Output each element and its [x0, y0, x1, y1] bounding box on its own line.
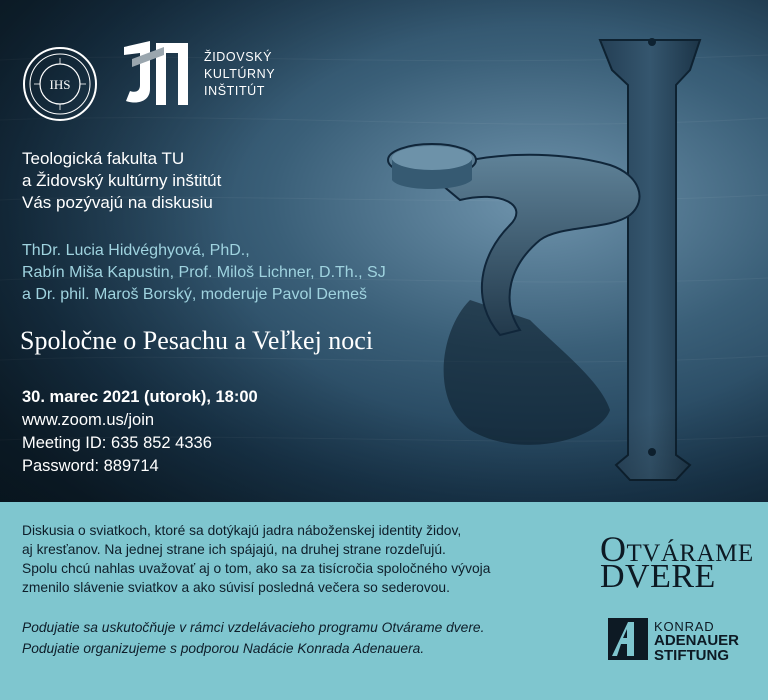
meeting-password: Password: 889714	[22, 457, 159, 475]
description-line: zmenilo slávenie sviatkov a ako súvisí posledná večera so sederovou.	[22, 580, 450, 595]
seal-center-text: IHS	[49, 77, 71, 92]
otvarame-rest: TVÁRAME	[626, 540, 754, 567]
kas-line: ADENAUER	[654, 632, 740, 649]
invitation-line: Vás pozývajú na diskusiu	[22, 193, 213, 212]
kas-logo-icon	[608, 618, 648, 660]
description-line: Diskusia o sviatkoch, ktoré sa dotýkajú jadra náboženskej identity židov,	[22, 523, 462, 538]
speaker-line: ThDr. Lucia Hidvéghyová, PhD.,	[22, 242, 250, 259]
kas-line: STIFTUNG	[654, 647, 729, 664]
kas-name	[654, 620, 739, 663]
zki-name	[204, 49, 275, 100]
support-note: Podujatie organizujeme s podporou Nadácie Konrada Adenauera.	[22, 641, 425, 656]
program-note: Podujatie sa uskutočňuje v rámci vzdelávacieho programu Otvárame dvere.	[22, 620, 485, 635]
kas-line: KONRAD	[654, 619, 715, 634]
description-line: Spolu chcú nahlas uvažovať aj o tom, ako sa za tisícročia spoločného vývoja	[22, 561, 491, 576]
event-details	[22, 386, 258, 478]
zki-line: ŽIDOVSKÝ	[204, 50, 273, 64]
invitation-line: a Židovský kultúrny inštitút	[22, 171, 222, 190]
event-title: Spoločne o Pesachu a Veľkej noci	[20, 326, 374, 355]
dvere-text: DVERE	[600, 558, 716, 595]
description-line: aj kresťanov. Na jednej strane ich spájajú, na druhej strane rozdeľujú.	[22, 542, 446, 557]
zki-logo-icon	[120, 41, 192, 107]
meeting-id: Meeting ID: 635 852 4336	[22, 434, 212, 452]
otvarame-dvere-logo	[600, 528, 754, 596]
event-description	[22, 521, 562, 597]
seal-logo-icon	[22, 46, 98, 122]
otvarame-o: O	[600, 529, 627, 569]
zki-line: KULTÚRNY	[204, 67, 276, 81]
event-datetime: 30. marec 2021 (utorok), 18:00	[22, 388, 258, 406]
speakers-list	[22, 240, 386, 306]
invitation-text	[22, 148, 221, 214]
speaker-line: Rabín Miša Kapustin, Prof. Miloš Lichner, D.Th., SJ	[22, 264, 386, 281]
speaker-line: a Dr. phil. Maroš Borský, moderuje Pavol Demeš	[22, 286, 368, 303]
zki-line: INŠTITÚT	[204, 84, 266, 98]
zoom-link[interactable]: www.zoom.us/join	[22, 411, 155, 429]
invitation-line: Teologická fakulta TU	[22, 149, 185, 168]
